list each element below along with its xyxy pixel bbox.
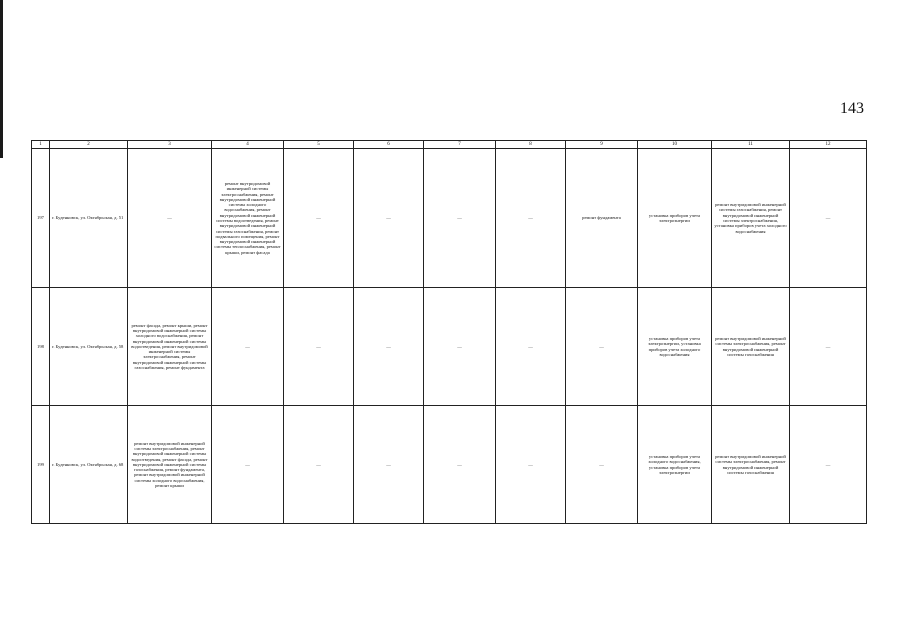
column-header: 1 bbox=[32, 141, 50, 149]
repair-schedule-table bbox=[31, 140, 867, 524]
cell-col12: — bbox=[790, 288, 867, 406]
column-number-row bbox=[32, 141, 867, 149]
cell-col8: — bbox=[496, 149, 566, 288]
scan-margin-line bbox=[0, 0, 3, 158]
cell-col11: ремонт внутридомовой инженерной системы электроснабжения, ремонт внутридомовой инженерной системы газоснабжения bbox=[712, 288, 790, 406]
column-header: 10 bbox=[638, 141, 712, 149]
cell-col5: — bbox=[284, 406, 354, 524]
cell-col6: — bbox=[354, 288, 424, 406]
table-row bbox=[32, 406, 867, 524]
row-number: 197 bbox=[32, 149, 50, 288]
column-header: 7 bbox=[424, 141, 496, 149]
cell-col7: — bbox=[424, 288, 496, 406]
cell-col4: ремонт внутридомовой инженерной системы электроснабжения, ремонт внутридомовой инженерной системы холодного водоснабжения, ремонт внутридомовой инженерной системы водоотведения, ремонт внутридомовой инженерной системы газоснабжения, ремонт подвального помещения, ремонт внутридомовой инженерной системы теплоснабжения, ремонт крыши, ремонт фасада bbox=[212, 149, 284, 288]
cell-col7: — bbox=[424, 149, 496, 288]
cell-col3: ремонт фасада, ремонт крыши, ремонт внутридомовой инженерной системы холодного водоснабжения, ремонт внутридомовой инженерной системы водоотведения, ремонт внутридомовой инженерной системы электроснабжения, ремонт внутридомовой инженерной системы газоснабжения, ремонт фундамента bbox=[128, 288, 212, 406]
cell-col12: — bbox=[790, 149, 867, 288]
cell-col6: — bbox=[354, 406, 424, 524]
column-header: 3 bbox=[128, 141, 212, 149]
row-number: 199 bbox=[32, 406, 50, 524]
cell-col8: — bbox=[496, 288, 566, 406]
cell-col11: ремонт внутридомовой инженерной системы газоснабжения, ремонт внутридомовой инженерной системы электроснабжения, установка приборов учета холодного водоснабжения bbox=[712, 149, 790, 288]
cell-col3: — bbox=[128, 149, 212, 288]
row-number: 198 bbox=[32, 288, 50, 406]
cell-col9: — bbox=[566, 406, 638, 524]
column-header: 12 bbox=[790, 141, 867, 149]
table-row bbox=[32, 149, 867, 288]
page-number: 143 bbox=[840, 100, 864, 117]
cell-col9: — bbox=[566, 288, 638, 406]
column-header: 11 bbox=[712, 141, 790, 149]
table-row bbox=[32, 288, 867, 406]
column-header: 8 bbox=[496, 141, 566, 149]
cell-col7: — bbox=[424, 406, 496, 524]
column-header: 2 bbox=[50, 141, 128, 149]
cell-col3: ремонт внутридомовой инженерной системы электроснабжения, ремонт внутридомовой инженерной системы водоотведения, ремонт фасада, ремонт внутридомовой инженерной системы газоснабжения, ремонт фундамента, ремонт внутридомовой инженерной системы холодного водоснабжения, ремонт крыши bbox=[128, 406, 212, 524]
cell-col4: — bbox=[212, 406, 284, 524]
column-header: 9 bbox=[566, 141, 638, 149]
cell-col12: — bbox=[790, 406, 867, 524]
cell-col10: установка приборов учета электроэнергии bbox=[638, 149, 712, 288]
cell-col9: ремонт фундамента bbox=[566, 149, 638, 288]
column-header: 5 bbox=[284, 141, 354, 149]
cell-col10: установка приборов учета холодного водоснабжения, установка приборов учета электроэнергии bbox=[638, 406, 712, 524]
column-header: 6 bbox=[354, 141, 424, 149]
cell-col5: — bbox=[284, 288, 354, 406]
cell-col10: установка приборов учета электроэнергии, установка приборов учета холодного водоснабжения bbox=[638, 288, 712, 406]
cell-col11: ремонт внутридомовой инженерной системы электроснабжения, ремонт внутридомовой инженерной системы газоснабжения bbox=[712, 406, 790, 524]
row-address: г. Буденновск, ул. Октябрьская, д. 58 bbox=[50, 288, 128, 406]
cell-col6: — bbox=[354, 149, 424, 288]
cell-col5: — bbox=[284, 149, 354, 288]
cell-col8: — bbox=[496, 406, 566, 524]
row-address: г. Буденновск, ул. Октябрьская, д. 68 bbox=[50, 406, 128, 524]
cell-col4: — bbox=[212, 288, 284, 406]
row-address: г. Буденновск, ул. Октябрьская, д. 51 bbox=[50, 149, 128, 288]
column-header: 4 bbox=[212, 141, 284, 149]
